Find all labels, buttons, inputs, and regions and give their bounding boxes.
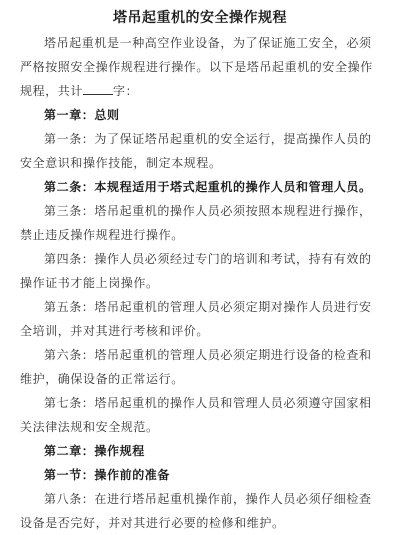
section-1-heading: 第一节：操作前的准备 [44, 468, 171, 482]
article-4: 第四条：操作人员必须经过专门的培训和考试，持有有效的操作证书才能上岗操作。 [20, 252, 372, 290]
document-title: 塔吊起重机的安全操作规程 [113, 10, 287, 26]
chapter-2-heading: 第二章：操作规程 [44, 444, 145, 458]
article-5: 第五条：塔吊起重机的管理人员必须定期对操作人员进行安全培训，并对其进行考核和评价。 [20, 300, 372, 338]
intro-text: 塔吊起重机是一种高空作业设备，为了保证施工安全，必须严格按照安全操作规程进行操作。以下是塔吊起重机的安全操作规程，共计 [20, 36, 373, 98]
chapter-1-heading: 第一章：总则 [44, 108, 120, 122]
intro-text-end: 字： [113, 84, 139, 98]
word-count-blank [83, 82, 113, 95]
article-3: 第三条：塔吊起重机的操作人员必须按照本规程进行操作，禁止违反操作规程进行操作。 [20, 204, 372, 242]
article-7: 第七条：塔吊起重机的操作人员和管理人员必须遵守国家相关法律法规和安全规范。 [20, 396, 372, 434]
article-8: 第八条：在进行塔吊起重机操作前，操作人员必须仔细检查设备是否完好，并对其进行必要的检修和维护。 [20, 492, 372, 530]
article-2: 第二条：本规程适用于塔式起重机的操作人员和管理人员。 [44, 180, 372, 194]
article-1: 第一条：为了保证塔吊起重机的安全运行，提高操作人员的安全意识和操作技能，制定本规程。 [20, 132, 372, 170]
article-6: 第六条：塔吊起重机的管理人员必须定期进行设备的检查和维护，确保设备的正常运行。 [20, 348, 372, 386]
intro-paragraph [20, 31, 382, 103]
